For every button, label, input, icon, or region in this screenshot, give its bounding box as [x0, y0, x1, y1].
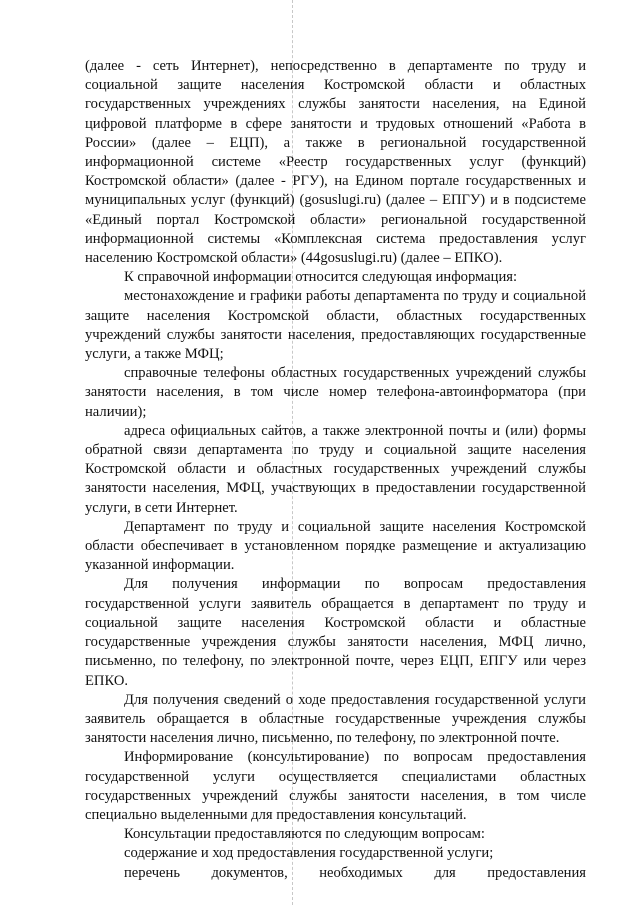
- document-body: [85, 57, 586, 883]
- paragraph: Для получения сведений о ходе предоставления государственной услуги заявитель обращается в областные государственные учреждения службы занятости населения лично, письменно, по телефону, по электронной почте.: [85, 691, 586, 747]
- paragraph: Департамент по труду и социальной защите населения Костромской области обеспечивает в установленном порядке размещение и актуализацию указанной информации.: [85, 518, 586, 574]
- paragraph: (далее - сеть Интернет), непосредственно в департаменте по труду и социальной защите населения Костромской области и областных государственных учреждениях службы занятости населения, на Единой цифровой платформе в сфере занятости и трудовых отношений «Работа в России» (далее – ЕЦП), а также в региональной государственной информационной системе «Реестр государственных услуг (функций) Костромской области» (далее - РГУ), на Едином портале государственных и муниципальных услуг (функций) (gosuslugi.ru) (далее – ЕПГУ) и в подсистеме «Единый портал Костромской области» региональной государственной информационной системы «Комплексная система предоставления услуг населению Костромской области» (44gosuslugi.ru) (далее – ЕПКО).: [85, 58, 586, 267]
- paragraph: содержание и ход предоставления государственной услуги;: [124, 845, 494, 862]
- paragraph: Для получения информации по вопросам предоставления государственной услуги заявитель обращается в департамент по труду и социальной защите населения Костромской области и областные государственные учреждения службы занятости населения, МФЦ лично, письменно, по телефону, по электронной почте, через ЕЦП, ЕПГУ или через ЕПКО.: [85, 576, 586, 689]
- paragraph: перечень документов, необходимых для предоставления: [124, 864, 586, 881]
- paragraph: К справочной информации относится следующая информация:: [124, 269, 518, 286]
- paragraph: Консультации предоставляются по следующим вопросам:: [124, 826, 485, 843]
- paragraph: адреса официальных сайтов, а также электронной почты и (или) формы обратной связи департамента по труду и социальной защите населения Костромской области и областных государственных учреждений службы занятости населения, МФЦ, участвующих в предоставлении государственной услуги, в сети Интернет.: [85, 422, 586, 516]
- paragraph: местонахождение и графики работы департамента по труду и социальной защите населения Костромской области, областных государственных учреждений службы занятости населения, предоставляющих государственные услуги, а также МФЦ;: [85, 288, 586, 363]
- paragraph: справочные телефоны областных государственных учреждений службы занятости населения, в том числе номер телефона-автоинформатора (при наличии);: [85, 365, 586, 420]
- paragraph: Информирование (консультирование) по вопросам предоставления государственной услуги осуществляется специалистами областных государственных учреждений службы занятости населения, в том числе специально выделенными для предоставления консультаций.: [85, 749, 586, 823]
